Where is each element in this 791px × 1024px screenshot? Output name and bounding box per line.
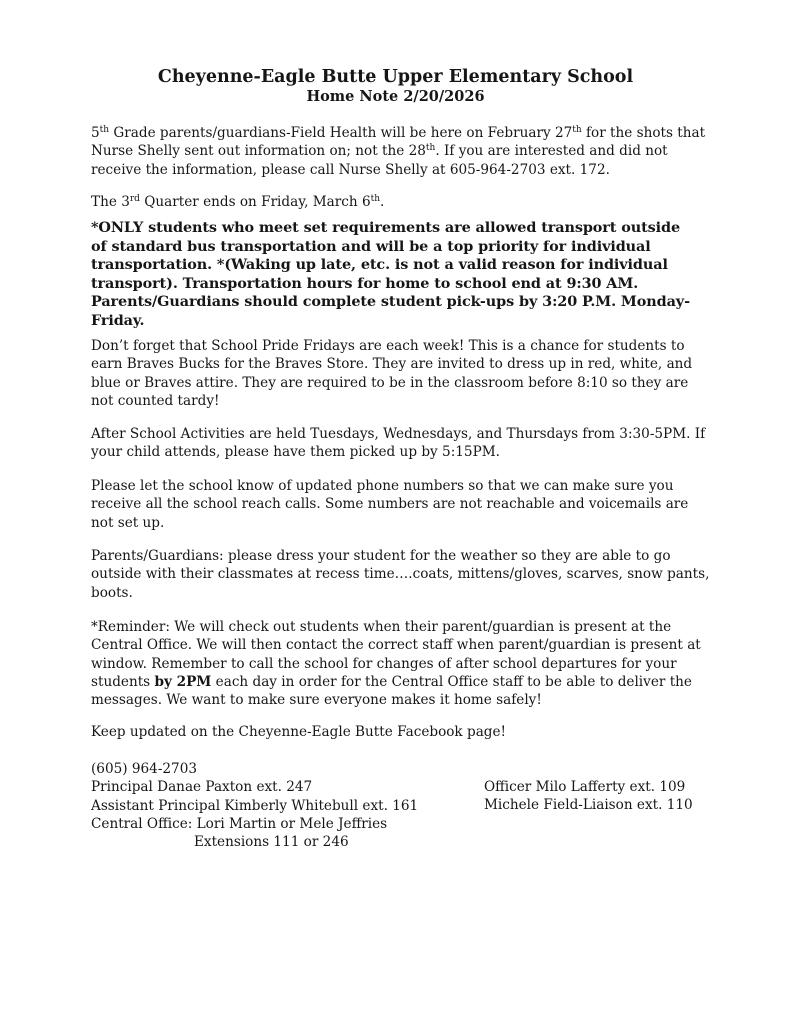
paragraph-school-pride: Don’t forget that School Pride Fridays are each week! This is a chance for students to earn Braves Bucks for the Braves Store. They are invited to dress up in red, white, and blue or Braves attire. They are required to be in the classroom before 8:10 so they are not counted tardy! <box>91 338 693 409</box>
paragraph-facebook: Keep updated on the Cheyenne-Eagle Butte Facebook page! <box>91 724 507 740</box>
central-office-extensions: Extensions 111 or 246 <box>194 834 349 851</box>
school-phone: (605) 964-2703 <box>91 761 198 777</box>
assistant-principal-contact: Assistant Principal Kimberly Whitebull ext. 161 <box>91 797 419 814</box>
paragraph-reminder: *Reminder: We will check out students when their parent/guardian is present at the Central Office. We will then contact the correct staff when parent/guardian is present at window. Remember to call the school for changes of after school departures for your students by 2PM each day in order for the Central Office staff to be able to deliver the messages. We want to make sure everyone makes it home safely! <box>91 619 701 709</box>
paragraph-transport-policy: *ONLY students who meet set requirements are allowed transport outside of standard bus transportation and will be a top priority for individual transportation. *(Waking up late, etc. is not a valid reason for individual transport). Transportation hours for home to school end at 9:30 AM. Parents/Guardians should complete student pick-ups by 3:20 P.M. Monday-Friday. <box>91 219 690 329</box>
paragraph-after-school: After School Activities are held Tuesdays, Wednesdays, and Thursdays from 3:30-5PM. If your child attends, please have them picked up by 5:15PM. <box>91 426 706 461</box>
officer-contact: Officer Milo Lafferty ext. 109 <box>484 779 686 795</box>
paragraph-phone-numbers: Please let the school know of updated phone numbers so that we can make sure you receive all the school reach calls. Some numbers are not reachable and voicemails are not set up. <box>91 478 689 531</box>
deadline-bold: by 2PM <box>154 673 212 690</box>
central-office-contact: Central Office: Lori Martin or Mele Jeffries <box>91 815 388 832</box>
paragraph-field-health: 5th Grade parents/guardians-Field Health will be here on February 27th for the shots that Nurse Shelly sent out information on; not the 28th. If you are interested and did not receive the information, please call Nurse Shelly at 605-964-2703 ext. 172. <box>91 125 706 178</box>
paragraph-quarter-end: The 3rd Quarter ends on Friday, March 6th. <box>91 194 385 210</box>
contacts-right <box>484 778 744 815</box>
home-note-date: Home Note 2/20/2026 <box>306 88 485 105</box>
paragraph-weather: Parents/Guardians: please dress your student for the weather so they are able to go outside with their classmates at recess time….coats, mittens/gloves, scarves, snow pants, boots. <box>91 548 710 601</box>
school-title: Cheyenne-Eagle Butte Upper Elementary School <box>157 67 634 87</box>
liaison-contact: Michele Field-Liaison ext. 110 <box>484 797 693 814</box>
principal-contact: Principal Danae Paxton ext. 247 <box>91 779 313 796</box>
contacts-left <box>91 760 471 851</box>
